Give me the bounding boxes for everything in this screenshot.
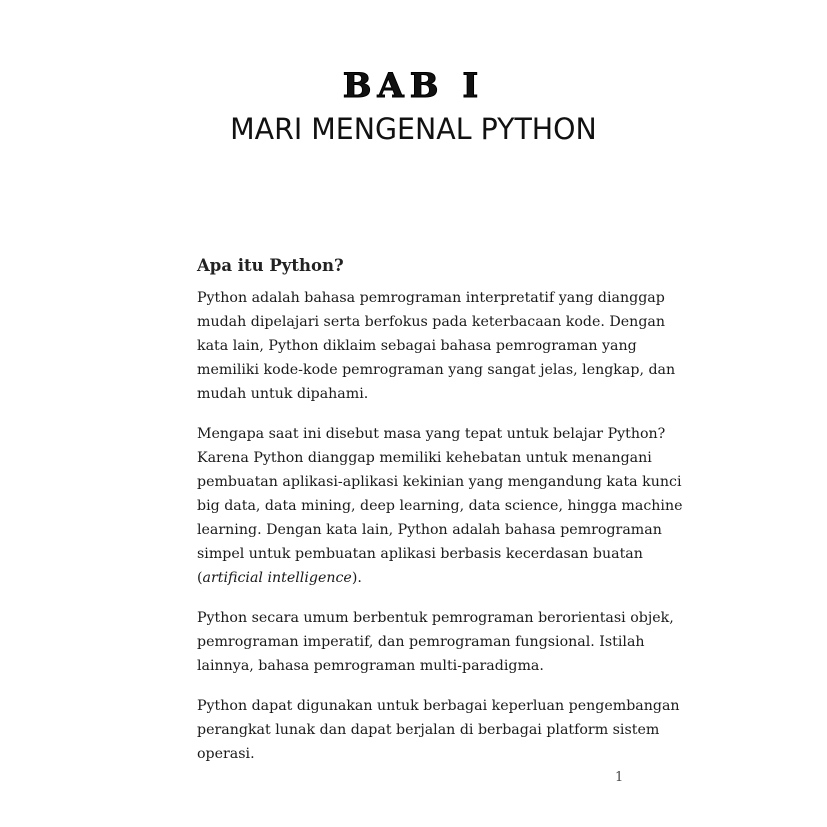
text-line xyxy=(197,566,630,590)
text-line: Python adalah bahasa pemrograman interpretatif yang dianggap xyxy=(197,290,665,306)
paragraph-3 xyxy=(197,606,674,678)
text-line: Python dapat digunakan untuk berbagai keperluan pengembangan xyxy=(197,698,680,714)
text-line: simpel untuk pembuatan aplikasi berbasis kecerdasan buatan xyxy=(197,546,643,562)
text-line: pembuatan aplikasi-aplikasi kekinian yang mengandung kata kunci xyxy=(197,474,682,490)
page-number: 1 xyxy=(615,770,624,785)
paragraph-2 xyxy=(197,422,683,590)
chapter-title: MARI MENGENAL PYTHON xyxy=(230,112,597,146)
text-line: Python secara umum berbentuk pemrograman berorientasi objek, xyxy=(197,610,674,626)
text-line: big data, data mining, deep learning, data science, hingga machine xyxy=(197,498,683,514)
paren-close: ). xyxy=(351,570,362,586)
text-line: perangkat lunak dan dapat berjalan di berbagai platform sistem xyxy=(197,722,660,738)
text-line: Karena Python dianggap memiliki kehebatan untuk menangani xyxy=(197,450,652,466)
text-line: lainnya, bahasa pemrograman multi-paradigma. xyxy=(197,658,544,674)
text-line: pemrograman imperatif, dan pemrograman fungsional. Istilah xyxy=(197,634,645,650)
text-line: mudah dipelajari serta berfokus pada keterbacaan kode. Dengan xyxy=(197,314,666,330)
text-line: memiliki kode-kode pemrograman yang sangat jelas, lengkap, dan xyxy=(197,362,676,378)
paragraph-4 xyxy=(197,694,680,766)
paren-open: ( xyxy=(197,570,203,586)
body-text xyxy=(197,286,683,782)
section-heading: Apa itu Python? xyxy=(197,256,344,275)
italic-term: artificial intelligence xyxy=(202,570,352,586)
text-line: learning. Dengan kata lain, Python adalah bahasa pemrograman xyxy=(197,522,662,538)
text-line: mudah untuk dipahami. xyxy=(197,386,369,402)
paragraph-1 xyxy=(197,286,676,406)
chapter-label: BAB I xyxy=(342,66,485,106)
text-line: kata lain, Python diklaim sebagai bahasa pemrograman yang xyxy=(197,338,637,354)
text-line: operasi. xyxy=(197,746,255,762)
text-line: Mengapa saat ini disebut masa yang tepat untuk belajar Python? xyxy=(197,426,666,442)
